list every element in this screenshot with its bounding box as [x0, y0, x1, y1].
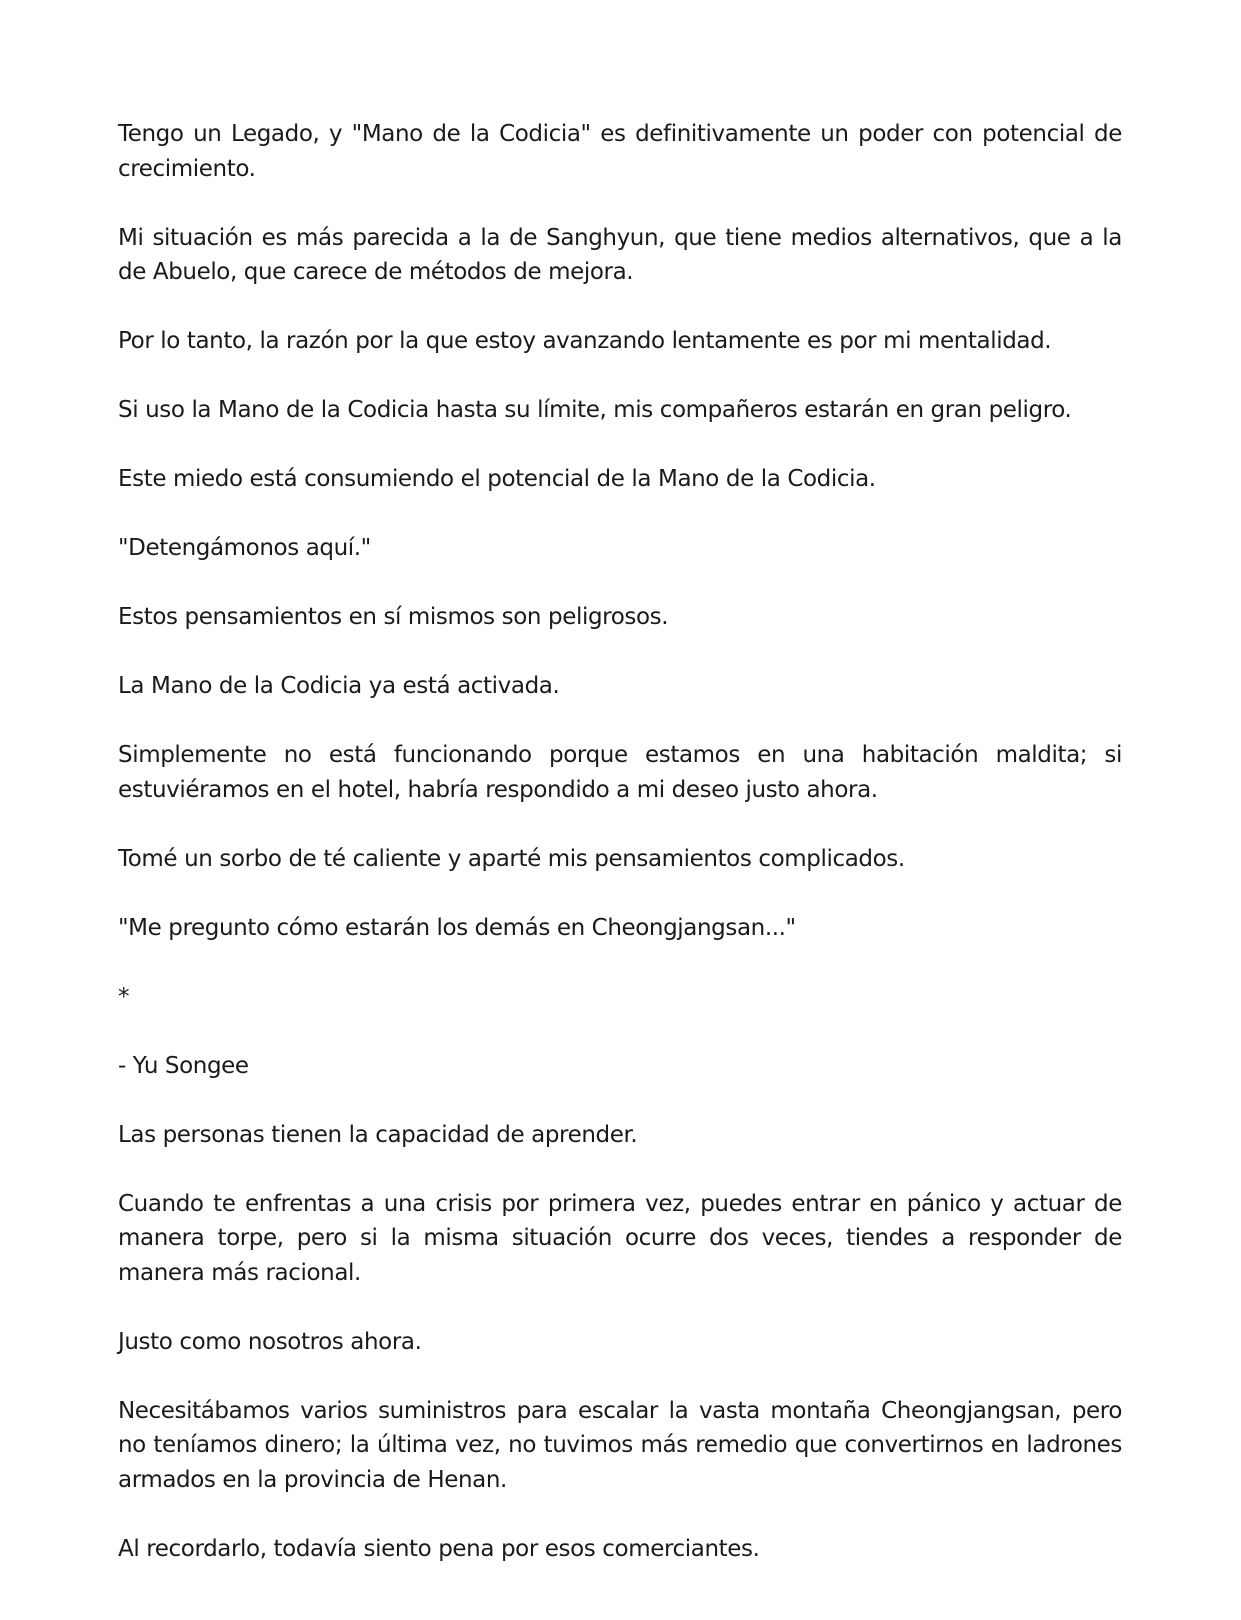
paragraph: Por lo tanto, la razón por la que estoy avanzando lentamente es por mi mentalidad. — [118, 328, 1052, 354]
paragraph: Tengo un Legado, y "Mano de la Codicia" es definitivamente un poder con potencial de crecimiento. — [118, 121, 1122, 182]
scene-break: * — [118, 983, 130, 1010]
paragraph: La Mano de la Codicia ya está activada. — [118, 673, 560, 699]
paragraph: Cuando te enfrentas a una crisis por primera vez, puedes entrar en pánico y actuar de manera torpe, pero si la misma situación ocurre dos veces, tiendes a responder de manera más racional. — [118, 1190, 1122, 1286]
paragraph: Justo como nosotros ahora. — [118, 1328, 422, 1355]
paragraph: Simplemente no está funcionando porque estamos en una habitación maldita; si estuviéramos en el hotel, habría respondido a mi deseo justo ahora. — [118, 742, 1122, 803]
paragraph: Tomé un sorbo de té caliente y aparté mis pensamientos complicados. — [118, 845, 905, 872]
paragraph: Estos pensamientos en sí mismos son peligrosos. — [118, 604, 669, 630]
paragraph: Necesitábamos varios suministros para escalar la vasta montaña Cheongjangsan, pero no teníamos dinero; la última vez, no tuvimos más remedio que convertirnos en ladrones armados en la provincia de Henan. — [118, 1397, 1122, 1493]
pov-heading: - Yu Songee — [118, 1052, 249, 1079]
paragraph: Si uso la Mano de la Codicia hasta su límite, mis compañeros estarán en gran peligro. — [118, 397, 1072, 423]
document-body — [118, 117, 1122, 1566]
paragraph: "Detengámonos aquí." — [118, 535, 371, 561]
paragraph: Al recordarlo, todavía siento pena por esos comerciantes. — [118, 1535, 760, 1562]
paragraph: Las personas tienen la capacidad de aprender. — [118, 1121, 638, 1148]
paragraph: Este miedo está consumiendo el potencial de la Mano de la Codicia. — [118, 466, 876, 492]
paragraph: "Me pregunto cómo estarán los demás en Cheongjangsan..." — [118, 914, 796, 941]
paragraph: Mi situación es más parecida a la de Sanghyun, que tiene medios alternativos, que a la de Abuelo, que carece de métodos de mejora. — [118, 224, 1122, 285]
